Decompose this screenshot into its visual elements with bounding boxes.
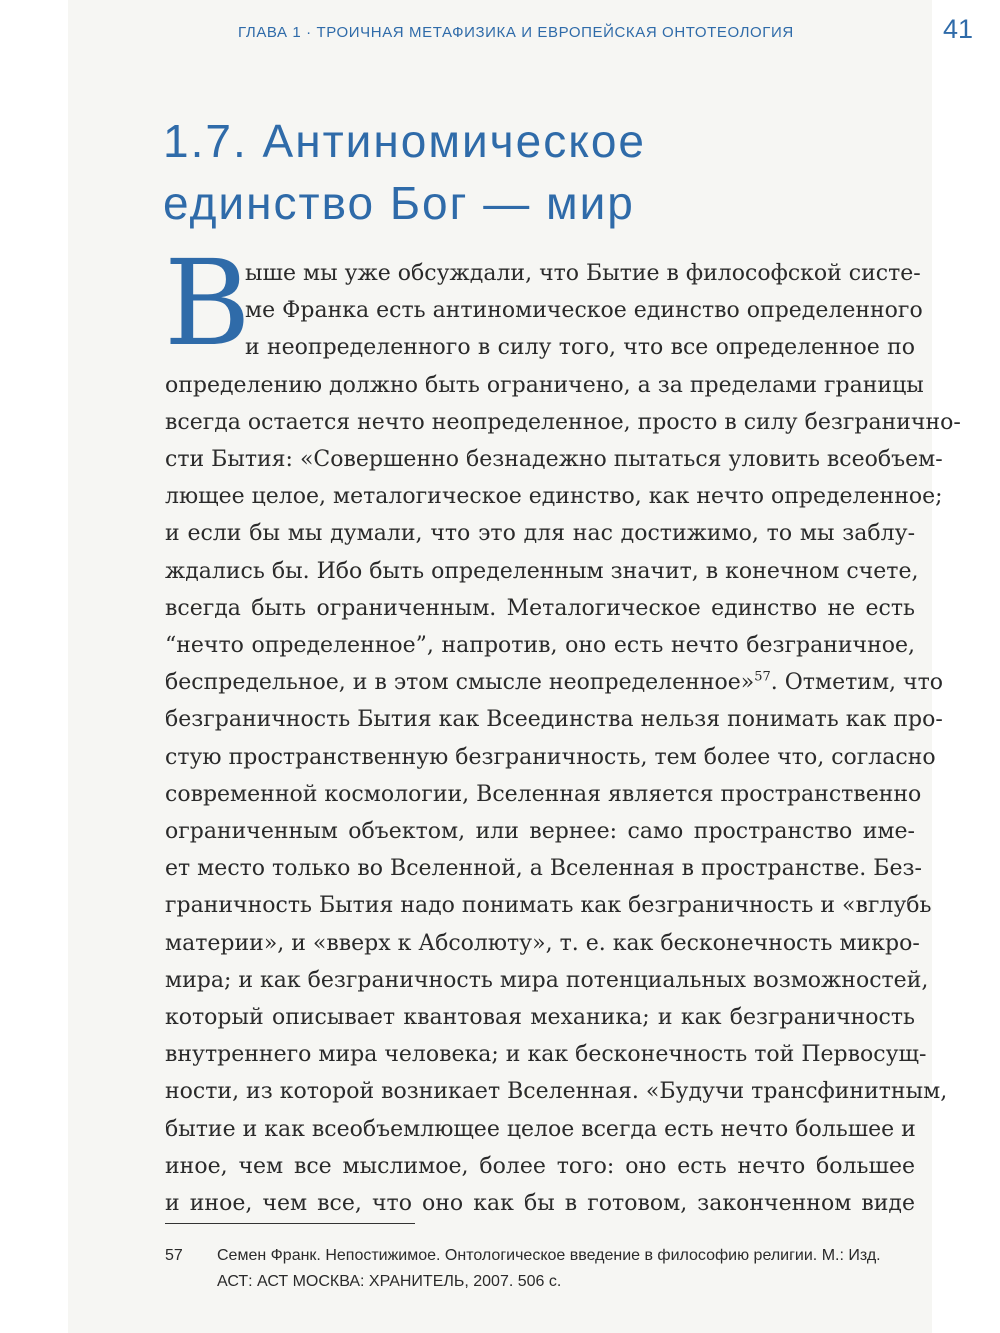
body-line: бытие и как всеобъемлющее целое всегда есть нечто большее и (165, 1116, 916, 1142)
body-line: всегда быть ограниченным. Металогическое единство не есть (165, 595, 915, 621)
footnote-number: 57 (165, 1247, 183, 1264)
body-line: безграничность Бытия как Всеединства нельзя понимать как про- (165, 707, 943, 733)
body-line: ме Франка есть антиномическое единство определенного (245, 298, 923, 324)
body-line: внутреннего мира человека; и как бесконечность той Первосущ- (165, 1042, 927, 1068)
drop-cap: В (164, 234, 251, 372)
body-paragraph (165, 255, 961, 1222)
body-line: ности, из которой возникает Вселенная. «Будучи трансфинитным, (165, 1079, 948, 1105)
body-line: граничность Бытия надо понимать как безграничность и «вглубь (165, 893, 932, 919)
footnote-reference[interactable]: 57 (754, 669, 771, 685)
footnote (165, 1243, 925, 1295)
page-number: 41 (943, 14, 974, 44)
body-line: и иное, чем все, что оно как бы в готовом, законченном виде (165, 1191, 915, 1217)
body-line: всегда остается нечто неопределенное, просто в силу безгранично- (165, 409, 961, 435)
body-line: стую пространственную безграничность, тем более что, согласно (165, 744, 936, 770)
body-line: лющее целое, металогическое единство, как нечто определенное; (165, 484, 943, 510)
body-line: современной космологии, Вселенная является пространственно (165, 781, 922, 807)
footnote-line: Семен Франк. Непостижимое. Онтологическое введение в философию религии. М.: Изд. (217, 1247, 881, 1264)
section-title-line-1: 1.7. Антиномическое (163, 115, 647, 167)
body-line: ограниченным объектом, или вернее: само пространство име- (165, 819, 915, 845)
section-title (163, 110, 923, 234)
body-line: мира; и как безграничность мира потенциальных возможностей, (165, 967, 929, 993)
book-page (68, 0, 974, 1333)
running-head: ГЛАВА 1 · ТРОИЧНАЯ МЕТАФИЗИКА И ЕВРОПЕЙСКАЯ ОНТОТЕОЛОГИЯ (238, 24, 794, 41)
body-line: ыше мы уже обсуждали, что Бытие в философской систе- (245, 261, 921, 286)
body-line-text: беспредельное, и в этом смысле неопределенное» (165, 670, 755, 696)
section-title-line-2: единство Бог — мир (163, 177, 635, 229)
footnote-divider (165, 1223, 415, 1224)
body-line-continuation: . Отметим, что (770, 670, 943, 696)
body-line: и если бы мы думали, что это для нас достижимо, то мы заблу- (165, 521, 915, 547)
footnote-line: АСТ: АСТ МОСКВА: ХРАНИТЕЛЬ, 2007. 506 с. (217, 1273, 562, 1290)
body-line: сти Бытия: «Совершенно безнадежно пытаться уловить всеобъем- (165, 447, 943, 473)
body-line: и неопределенного в силу того, что все определенное по (245, 335, 915, 361)
body-line: ет место только во Вселенной, а Вселенная в пространстве. Без- (165, 856, 922, 882)
body-line: определению должно быть ограничено, а за пределами границы (165, 372, 924, 398)
body-line: иное, чем все мыслимое, более того: оно есть нечто большее (165, 1153, 915, 1179)
body-line: который описывает квантовая механика; и как безграничность (165, 1005, 915, 1031)
body-line-with-footnote-ref (165, 664, 943, 701)
body-line: ждались бы. Ибо быть определенным значит, в конечном счете, (165, 558, 919, 584)
body-line: “нечто определенное”, напротив, оно есть нечто безграничное, (165, 633, 915, 659)
body-line: материи», и «вверх к Абсолюту», т. е. как бесконечность микро- (165, 930, 920, 956)
